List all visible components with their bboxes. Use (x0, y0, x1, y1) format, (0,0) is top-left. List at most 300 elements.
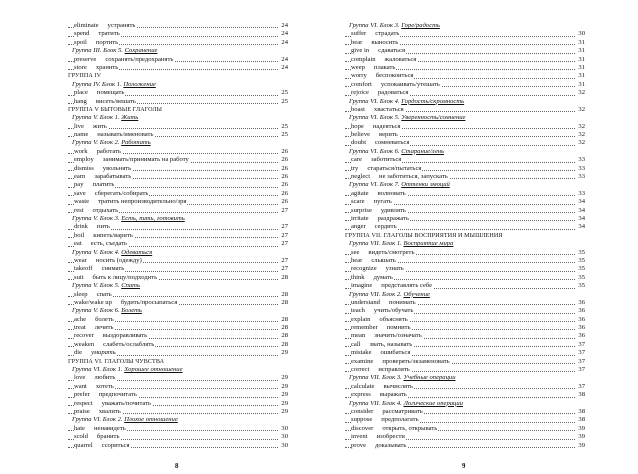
entry-translation: тратить (98, 30, 120, 38)
block-prefix: Группа V. Блок 1. (72, 114, 122, 122)
toc-entry (68, 22, 288, 30)
entry-translation: лечить (94, 324, 114, 332)
entry-text (74, 30, 121, 38)
block-title: Одеваться (121, 248, 153, 256)
entry-text (74, 400, 152, 408)
entry-page: 27 (281, 223, 288, 231)
block-title: Болеть (121, 307, 142, 315)
entry-word: quarrel (74, 441, 93, 449)
toc-entry (68, 190, 288, 198)
entry-translation: тратить непроизводительно/зря (98, 198, 187, 206)
toc-entry (68, 425, 288, 433)
toc-block-heading (68, 282, 288, 290)
entry-word: dismiss (74, 164, 94, 172)
toc-block-heading (68, 47, 288, 55)
entry-translation: волновать (377, 189, 406, 197)
entry-page: 32 (578, 139, 585, 147)
entry-page: 30 (578, 30, 585, 38)
entry-page: 31 (578, 72, 585, 80)
entry-text (74, 190, 149, 198)
entry-translation: жаловаться (384, 55, 417, 63)
toc-block-heading (68, 366, 288, 374)
entry-text (74, 22, 136, 30)
toc-block-heading (345, 181, 585, 189)
toc-block-heading (345, 291, 585, 299)
entry-translation: плакать (373, 63, 396, 71)
entry-page: 32 (578, 131, 585, 139)
entry-text (74, 173, 132, 181)
entry-translation: учить/обучать (373, 307, 414, 315)
block-title: Логические операции (403, 399, 463, 407)
block-title: Старание/лень (401, 147, 445, 155)
entry-translation: ненавидеть (93, 424, 126, 432)
toc-entry (68, 442, 288, 450)
entry-page: 28 (281, 340, 288, 348)
toc-entry (345, 391, 585, 399)
entry-word: treat (74, 324, 86, 332)
entry-page: 35 (578, 282, 585, 290)
entry-translation: значить/означать (374, 332, 422, 340)
page-number-right: 9 (462, 463, 466, 470)
entry-page: 34 (578, 223, 585, 231)
entry-word: scold (74, 433, 88, 441)
toc-block-heading (345, 148, 585, 156)
toc-group-heading (68, 106, 288, 114)
entry-translation: надеяться (372, 122, 401, 130)
entry-translation: видеть/смотреть (368, 248, 415, 256)
entry-word: surprise (351, 206, 372, 214)
toc-entry (345, 223, 585, 231)
entry-text (351, 123, 401, 131)
entry-text (351, 408, 424, 416)
entry-text (351, 30, 400, 38)
entry-page: 33 (578, 173, 585, 181)
entry-translation: беспокоиться (375, 72, 414, 80)
toc-entry (345, 215, 585, 223)
entry-page: 26 (281, 164, 288, 172)
toc-entry (345, 131, 585, 139)
entry-translation: радоваться (377, 89, 409, 97)
toc-block-heading (345, 22, 585, 30)
entry-text (351, 56, 417, 64)
entry-word: praise (74, 407, 90, 415)
toc-entry (345, 257, 585, 265)
block-prefix: Группа VI. Блок 5. (349, 114, 402, 122)
entry-page: 32 (578, 105, 585, 113)
entry-text (351, 156, 402, 164)
entry-text (74, 131, 154, 139)
entry-text (74, 391, 138, 399)
entry-page: 26 (281, 173, 288, 181)
entry-translation: висеть/вешать (95, 97, 136, 105)
entry-text (351, 106, 405, 114)
entry-word: hate (74, 424, 85, 432)
toc-block-heading (345, 114, 585, 122)
entry-text (351, 249, 415, 257)
entry-page: 36 (578, 332, 585, 340)
entry-page: 30 (281, 424, 288, 432)
entry-translation: носить (одежду) (95, 256, 142, 264)
entry-page: 24 (281, 22, 288, 29)
entry-page: 35 (578, 273, 585, 281)
entry-text (351, 416, 420, 424)
entry-page: 39 (578, 424, 585, 432)
toc-entry (345, 47, 585, 55)
entry-text (74, 123, 108, 131)
toc-block-heading (345, 98, 585, 106)
entry-page: 26 (281, 189, 288, 197)
toc-entry (345, 165, 585, 173)
entry-translation: слабеть/ослаблять (103, 340, 155, 348)
toc-entry (68, 265, 288, 273)
entry-word: save (74, 189, 86, 197)
entry-text (351, 358, 451, 366)
entry-page: 36 (578, 324, 585, 332)
entry-word: spend (74, 30, 90, 38)
entry-translation: сохранять/предохранять (105, 55, 174, 63)
entry-text (351, 274, 394, 282)
toc-entry (345, 30, 585, 38)
block-prefix: Группа V. Блок 6. (72, 307, 122, 315)
toc-entry (68, 400, 288, 408)
entry-translation: объяснять (379, 315, 408, 323)
entry-translation: занимать/принимать на работу (102, 156, 189, 164)
entry-word: weaken (74, 340, 95, 348)
entry-text (74, 223, 111, 231)
entry-translation: стараться/пытаться (367, 164, 422, 172)
toc-entry (345, 433, 585, 441)
entry-word: discover (351, 424, 374, 432)
toc-entry (345, 299, 585, 307)
toc-entry (68, 30, 288, 38)
entry-word: calculate (351, 382, 375, 390)
entry-page: 36 (578, 298, 585, 306)
toc-entry (345, 307, 585, 315)
toc-entry (68, 148, 288, 156)
entry-text (74, 408, 122, 416)
entry-word: teach (351, 307, 365, 315)
block-prefix: Группа VI. Блок 2. (72, 416, 125, 424)
entry-translation: бранить (96, 433, 120, 441)
entry-page: 37 (578, 366, 585, 374)
toc-block-heading (345, 400, 585, 408)
entry-text (74, 374, 116, 382)
entry-word: takeoff (74, 265, 93, 273)
toc-block-heading (68, 416, 288, 424)
entry-text (351, 425, 438, 433)
entry-word: spoil (74, 38, 87, 46)
entry-page: 29 (281, 349, 288, 357)
entry-page: 25 (281, 122, 288, 130)
block-prefix: Группа VII. Блок 3. (349, 374, 404, 382)
entry-text (74, 232, 134, 240)
entry-translation: будить/просыпаться (120, 298, 178, 306)
entry-text (74, 433, 120, 441)
entry-translation: хвалить (98, 407, 121, 415)
entry-page: 37 (578, 382, 585, 390)
entry-translation: пугать (373, 198, 392, 206)
toc-entry (345, 207, 585, 215)
entry-text (74, 425, 127, 433)
entry-word: place (74, 89, 88, 97)
entry-translation: открыть, открывать (382, 424, 438, 432)
group-title: ГРУППА IV (68, 73, 102, 80)
block-title: Учебные операции (403, 374, 456, 382)
entry-page: 26 (281, 198, 288, 206)
toc-entry (68, 240, 288, 248)
entry-page: 28 (281, 324, 288, 332)
toc-entry (345, 81, 585, 89)
entry-page: 24 (281, 38, 288, 46)
entry-page: 34 (578, 206, 585, 214)
entry-text (351, 383, 414, 391)
toc-entry (345, 64, 585, 72)
entry-text (74, 274, 158, 282)
entry-text (351, 64, 396, 72)
block-prefix: Группа VI. Блок 4. (349, 97, 402, 105)
entry-translation: предполагать (381, 416, 419, 424)
entry-translation: доказывать (375, 441, 407, 449)
entry-translation: помнить (386, 324, 411, 332)
entry-page: 27 (281, 265, 288, 273)
entry-word: wear (74, 256, 87, 264)
toc-entry (68, 173, 288, 181)
entry-text (351, 349, 411, 357)
entry-word: recognize (351, 265, 377, 273)
toc-entry (345, 173, 585, 181)
block-prefix: Группа VI. Блок 3. (349, 22, 402, 29)
toc-entry (345, 39, 585, 47)
toc-entry (345, 341, 585, 349)
entry-text (351, 282, 433, 290)
entry-translation: представлять себе (381, 282, 433, 290)
entry-text (74, 299, 178, 307)
entry-page: 35 (578, 265, 585, 273)
block-title: Восприятие мира (403, 240, 454, 248)
entry-page: 33 (578, 156, 585, 164)
toc-entry (345, 106, 585, 114)
toc-left-column (68, 22, 288, 450)
entry-word: think (351, 273, 365, 281)
toc-group-heading (68, 358, 288, 366)
entry-text (351, 215, 410, 223)
toc-entry (345, 408, 585, 416)
block-title: Обучение (403, 290, 430, 298)
entry-translation: узнать (385, 265, 404, 273)
toc-entry (68, 198, 288, 206)
entry-text (74, 56, 174, 64)
entry-word: try (351, 164, 359, 172)
entry-translation: хранить (95, 63, 119, 71)
toc-entry (345, 190, 585, 198)
entry-translation: рассматривать (382, 407, 423, 415)
entry-page: 25 (281, 131, 288, 139)
toc-entry (68, 232, 288, 240)
entry-translation: сердить (374, 223, 397, 231)
entry-translation: верить (379, 131, 398, 139)
entry-text (351, 223, 398, 231)
toc-entry (345, 316, 585, 324)
entry-text (74, 207, 119, 215)
entry-page: 25 (281, 97, 288, 105)
entry-translation: понимать (388, 298, 416, 306)
toc-entry (68, 349, 288, 357)
entry-translation: помещать (96, 89, 125, 97)
entry-word: agitate (351, 189, 369, 197)
entry-word: understand (351, 298, 380, 306)
entry-page: 37 (578, 349, 585, 357)
entry-translation: не заботиться, запускать (379, 173, 448, 181)
entry-word: preserve (74, 55, 97, 63)
entry-translation: сдаваться (378, 47, 405, 55)
entry-text (74, 442, 131, 450)
entry-page: 24 (281, 63, 288, 71)
entry-translation: выздоравливать (102, 332, 148, 340)
block-prefix: Группа VI. Блок 1. (72, 366, 125, 374)
entry-page: 38 (578, 407, 585, 415)
entry-word: wake/wake up (74, 298, 112, 306)
entry-translation: портить (95, 38, 119, 46)
entry-page: 30 (281, 441, 288, 449)
entry-text (74, 98, 137, 106)
entry-page: 37 (578, 340, 585, 348)
toc-entry (345, 265, 585, 273)
entry-text (351, 39, 399, 47)
entry-page: 35 (578, 248, 585, 256)
entry-word: hear (351, 256, 363, 264)
block-title: Положение (123, 80, 156, 88)
block-prefix: Группа VII. Блок 4. (349, 399, 404, 407)
toc-entry (68, 123, 288, 131)
entry-text (351, 198, 393, 206)
toc-entry (68, 291, 288, 299)
entry-page: 31 (578, 80, 585, 88)
entry-text (351, 190, 407, 198)
block-prefix: Группа VI. Блок 7. (349, 181, 402, 189)
entry-word: scare (351, 198, 365, 206)
entry-word: explain (351, 315, 371, 323)
toc-entry (345, 425, 585, 433)
entry-translation: ссориться (101, 441, 130, 449)
entry-translation: выражать (379, 391, 407, 399)
toc-entry (68, 181, 288, 189)
entry-word: invent (351, 433, 368, 441)
entry-translation: зарабатывать (94, 173, 132, 181)
entry-word: store (74, 63, 87, 71)
entry-word: prefer (74, 391, 90, 399)
block-prefix: Группа III. Блок 5. (72, 47, 125, 55)
toc-entry (68, 324, 288, 332)
entry-word: believe (351, 131, 371, 139)
entry-word: comfort (351, 80, 372, 88)
toc-entry (68, 374, 288, 382)
entry-word: remember (351, 324, 378, 332)
entry-word: express (351, 391, 371, 399)
entry-translation: слышать (371, 256, 396, 264)
entry-text (74, 198, 187, 206)
entry-word: weep (351, 63, 365, 71)
entry-translation: удивлять (380, 206, 406, 214)
entry-translation: предпочитать (98, 391, 137, 399)
entry-translation: исправлять (378, 366, 410, 374)
entry-word: employ (74, 156, 94, 164)
entry-translation: любить (94, 374, 116, 382)
entry-page: 35 (578, 256, 585, 264)
entry-word: irritate (351, 214, 369, 222)
entry-page: 28 (281, 315, 288, 323)
block-title: Гордость/скромность (401, 97, 465, 105)
entry-text (74, 240, 128, 248)
entry-word: prove (351, 441, 367, 449)
entry-page: 27 (281, 206, 288, 214)
entry-word: neglect (351, 173, 371, 181)
toc-block-heading (68, 249, 288, 257)
block-prefix: Группа V. Блок 4. (72, 248, 122, 256)
toc-entry (68, 383, 288, 391)
toc-entry (68, 341, 288, 349)
entry-translation: страдать (375, 30, 400, 38)
toc-entry (68, 391, 288, 399)
entry-page: 32 (578, 89, 585, 97)
entry-word: consider (351, 407, 374, 415)
toc-right-column (345, 22, 585, 450)
entry-word: call (351, 340, 361, 348)
entry-text (351, 316, 409, 324)
entry-translation: устранять (107, 22, 136, 29)
entry-page: 31 (578, 38, 585, 46)
toc-group-heading (345, 232, 585, 240)
entry-page: 27 (281, 256, 288, 264)
entry-text (351, 442, 407, 450)
entry-page: 30 (281, 433, 288, 441)
toc-group-heading (68, 72, 288, 80)
entry-word: hang (74, 97, 87, 105)
entry-word: suppose (351, 416, 373, 424)
entry-translation: ошибаться (380, 349, 411, 357)
entry-text (351, 72, 414, 80)
toc-entry (68, 316, 288, 324)
entry-word: care (351, 156, 362, 164)
block-title: Спать (121, 282, 140, 290)
entry-word: pay (74, 181, 84, 189)
toc-entry (345, 383, 585, 391)
entry-page: 26 (281, 147, 288, 155)
entry-text (351, 433, 406, 441)
block-title: Хорошее отношение (124, 366, 183, 374)
toc-entry (68, 39, 288, 47)
entry-translation: платить (92, 181, 115, 189)
toc-entry (345, 416, 585, 424)
toc-entry (68, 299, 288, 307)
entry-page: 38 (578, 416, 585, 424)
entry-translation: изобрести (376, 433, 405, 441)
entry-page: 25 (281, 89, 288, 97)
group-title: ГРУППА V БЫТОВЫЕ ГЛАГОЛЫ (68, 106, 163, 113)
entry-page: 34 (578, 214, 585, 222)
toc-entry (345, 358, 585, 366)
entry-page: 26 (281, 156, 288, 164)
entry-word: hope (351, 122, 364, 130)
group-title: ГРУППА VII. ГЛАГОЛЫ ВОСПРИЯТИЯ И МЫШЛЕНИЯ (345, 232, 503, 239)
toc-entry (345, 332, 585, 340)
toc-entry (345, 324, 585, 332)
toc-entry (68, 207, 288, 215)
entry-text (351, 173, 449, 181)
entry-word: eliminate (74, 22, 99, 29)
block-title: Работать (121, 139, 151, 147)
entry-page: 31 (578, 63, 585, 71)
entry-text (351, 366, 411, 374)
